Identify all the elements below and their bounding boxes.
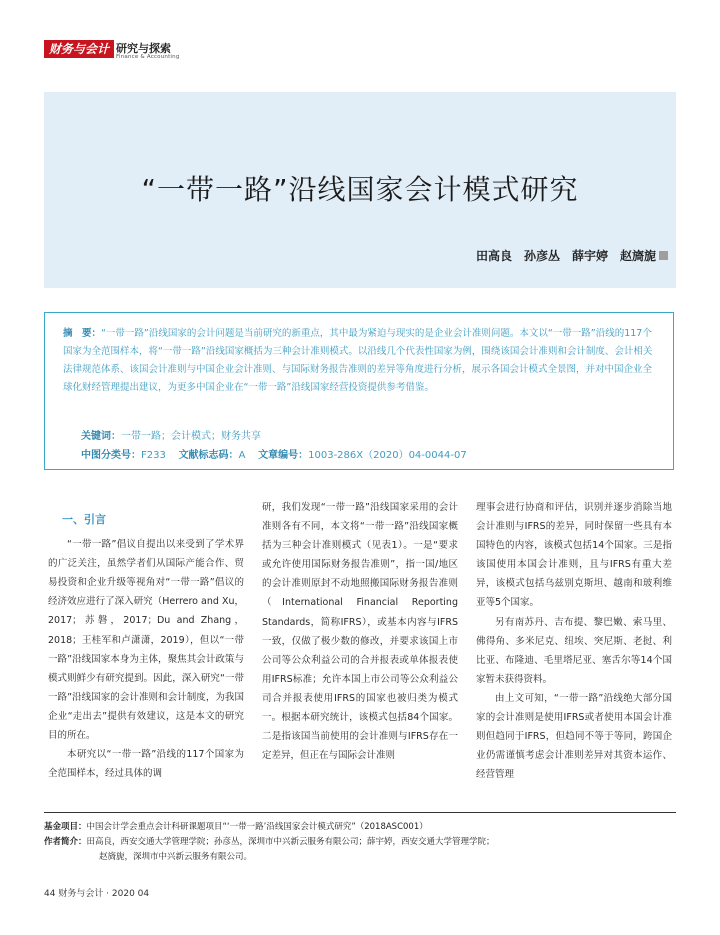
doccode-label: 文献标志码： <box>178 450 239 461</box>
abstract-text: “一带一路”沿线国家的会计问题是当前研究的新重点，其中最为紧迫与现实的是企业会计准则问题。本文以“一带一路”沿线的117个国家为全范围样本，将“一带一路”沿线国家概括为三种会计准则模式。以沿线几个代表性国家为例，围绕该国会计准则和会计制度、会计相关法律规范体系、该国会计准则与中国企业会计准则、与国际财务报告准则的差异等角度进行分析，展示各国会计模式全景图，并对中国企业全球化财经管理提出建议，为更多中国企业在“一带一路”沿线国家经营投资提供参考借鉴。 <box>63 328 653 393</box>
body-paragraph: 另有南苏丹、吉布提、黎巴嫩、索马里、佛得角、多米尼克、纽埃、突尼斯、老挝、利比亚、布隆迪、毛里塔尼亚、塞舌尔等14个国家暂未获得资料。 <box>476 616 672 685</box>
body-paragraph: “一带一路”倡议自提出以来受到了学术界的广泛关注，虽然学者们从国际产能合作、贸易投资和企业升级等视角对“一带一路”倡议的经济效应进行了深入研究（Herrero and Xu，2017；苏磐，2017；Du and Zhang，2018；王桂军和卢潇潇，2019），但以“一带一路”沿线国家本身为主体，聚焦其会计政策与模式则鲜少有研究提到。因此，深入研究“一带一路”沿线国家的会计准则和会计制度，为我国企业“走出去”提供有效建议，这是本文的研究目的所在。 <box>48 539 244 742</box>
article-title: “一带一路”沿线国家会计模式研究 <box>141 173 579 206</box>
author-name: 薛宇婷 <box>571 249 608 263</box>
author-info-label: 作者简介： <box>44 837 87 847</box>
title-banner <box>44 92 676 288</box>
fund-note <box>44 820 676 835</box>
author-list <box>464 247 668 264</box>
clc-label: 中图分类号： <box>81 450 141 461</box>
author-note-cont: 赵旖旎，深圳市中兴新云服务有限公司。 <box>99 852 253 862</box>
section-name-en: Finance & Accounting <box>116 54 180 60</box>
classification-line <box>81 446 467 461</box>
fund-label: 基金项目： <box>44 822 87 832</box>
author-info-text: 田高良，西安交通大学管理学院；孙彦丛，深圳市中兴新云服务有限公司；薛宇婷，西安交通大学管理学院； <box>86 837 495 847</box>
body-column-3 <box>476 498 672 784</box>
fund-text: 中国会计学会重点会计科研课题项目“‘一带一路’沿线国家会计模式研究”（2018ASC001） <box>86 822 428 832</box>
abstract-box <box>44 312 674 470</box>
article-no-label: 文章编号： <box>258 450 309 461</box>
doccode-value: A <box>238 450 246 461</box>
body-paragraph: 理事会进行协商和评估，识别并逐步消除当地会计准则与IFRS的差异，同时保留一些具有本国特色的内容，该模式包括14个国家。三是指该国使用本国会计准则，且与IFRS有重大差异，该模式包括乌兹别克斯坦、越南和玻利维亚等5个国家。 <box>476 502 672 609</box>
author-name: 孙彦丛 <box>523 249 560 263</box>
body-column-1 <box>48 498 244 783</box>
abstract-paragraph <box>63 325 659 397</box>
journal-logo: 财务与会计 <box>44 40 114 58</box>
author-name: 赵旖旎 <box>619 249 656 263</box>
body-paragraph: 研，我们发现“一带一路”沿线国家采用的会计准则各有不同，本文将“一带一路”沿线国家概括为三种会计准则模式（见表1）。一是“要求或允许使用国际财务报告准则”，指一国/地区的会计准则原封不动地照搬国际财务报告准则（International Financial Reporting Standards，简称IFRS），或基本内容与IFRS一致，仅做了极少数的修改，并要求该国上市公司等公众利益公司的合并报表或单体报表使用IFRS标准；允许本国上市公司等公众利益公司合并报表使用IFRS的国家也被归类为模式一。根据本研究统计，该模式包括84个国家。二是指该国当前使用的会计准则与IFRS存在一定差异，但正在与国际会计准则 <box>262 502 458 762</box>
footnote-divider <box>44 812 676 813</box>
section-heading: 一、引言 <box>62 513 106 526</box>
abstract-label: 摘 要： <box>63 328 102 339</box>
article-no-value: 1003-286X（2020）04-0044-07 <box>308 450 467 461</box>
keywords-text: 一带一路；会计模式；财务共享 <box>121 431 261 442</box>
keywords-line <box>81 427 261 442</box>
end-mark-icon <box>659 251 668 260</box>
page-footer: 44 财务与会计 · 2020 04 <box>44 889 150 899</box>
journal-header <box>44 40 676 62</box>
section-name-cn: 研究与探索 <box>116 42 171 55</box>
body-paragraph: 由上文可知，“一带一路”沿线绝大部分国家的会计准则是使用IFRS或者使用本国会计准则但趋同于IFRS，但趋同不等于等同，跨国企业仍需谨慎考虑会计准则差异对其资本运作、经营管理 <box>476 692 672 781</box>
body-column-2 <box>262 498 458 765</box>
footnotes <box>44 820 676 865</box>
keywords-label: 关键词： <box>81 431 121 442</box>
author-note <box>44 835 676 850</box>
clc-value: F233 <box>141 450 166 461</box>
body-paragraph: 本研究以“一带一路”沿线的117个国家为全范围样本，经过具体的调 <box>48 749 244 780</box>
author-name: 田高良 <box>475 249 512 263</box>
